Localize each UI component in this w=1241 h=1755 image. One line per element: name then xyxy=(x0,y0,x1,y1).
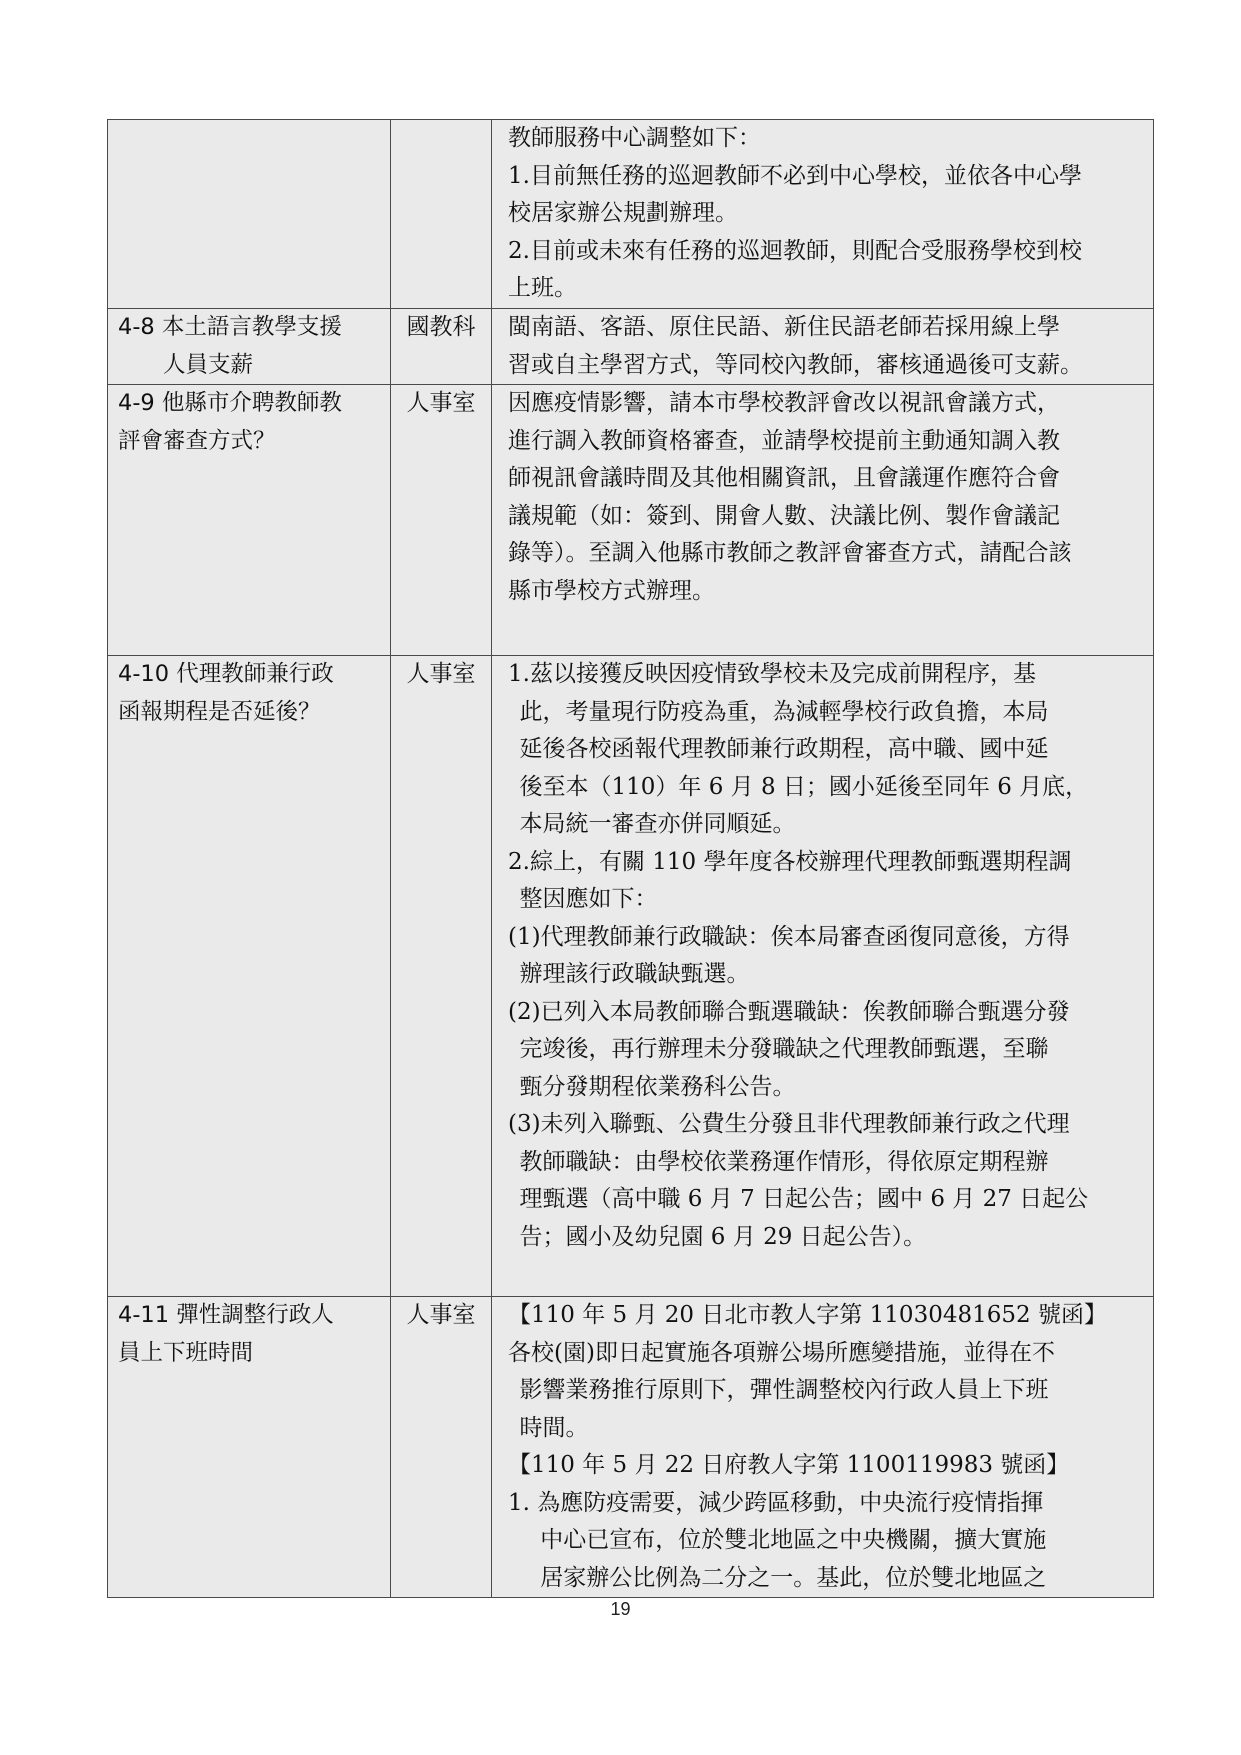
content-cell xyxy=(492,309,1154,385)
unit-cell: 人事室 xyxy=(391,1297,492,1598)
content-line: 議規範（如：簽到、開會人數、決議比例、製作會議記 xyxy=(508,502,1060,529)
table-row xyxy=(108,385,1154,656)
content-line: 【110 年 5 月 20 日北市教人字第 11030481652 號函】 xyxy=(508,1302,1107,1328)
content-line: 甄分發期程依業務科公告。 xyxy=(519,1073,796,1100)
topic-cell xyxy=(108,385,391,656)
content-line: (3)未列入聯甄、公費生分發且非代理教師兼行政之代理 xyxy=(508,1111,1070,1137)
content-line: 告；國小及幼兒園 6 月 29 日起公告）。 xyxy=(519,1223,927,1250)
topic-cell xyxy=(108,120,391,309)
table-row xyxy=(108,120,1154,309)
content-cell xyxy=(492,1297,1154,1598)
content-line: 閩南語、客語、原住民語、新住民語老師若採用線上學 xyxy=(508,314,1060,340)
content-line: 影響業務推行原則下，彈性調整校內行政人員上下班 xyxy=(519,1377,1049,1403)
content-line: 本局統一審查亦併同順延。 xyxy=(519,811,796,837)
content-line: 居家辦公比例為二分之一。基此，位於雙北地區之 xyxy=(540,1564,1047,1591)
content-line: 上班。 xyxy=(508,275,577,301)
content-line: 1.目前無任務的巡迴教師不必到中心學校，並依各中心學 xyxy=(508,162,1082,189)
content-line: (2)已列入本局教師聯合甄選職缺：俟教師聯合甄選分發 xyxy=(508,998,1070,1025)
content-cell xyxy=(492,385,1154,656)
content-line: 時間。 xyxy=(519,1414,589,1441)
content-cell xyxy=(492,120,1154,309)
faq-table xyxy=(107,119,1154,1598)
content-line: 校居家辦公規劃辦理。 xyxy=(508,200,738,226)
content-line: 習或自主學習方式，等同校內教師，審核通過後可支薪。 xyxy=(508,351,1083,378)
content-line: 進行調入教師資格審查，並請學校提前主動通知調入教 xyxy=(508,427,1060,454)
content-line: 1. 為應防疫需要，減少跨區移動，中央流行疫情指揮 xyxy=(508,1489,1044,1516)
content-line: 整因應如下： xyxy=(519,886,658,912)
topic-title: 4-8 本土語言教學支援 xyxy=(118,314,342,340)
unit-cell: 國教科 xyxy=(391,309,492,385)
unit-cell: 人事室 xyxy=(391,385,492,656)
topic-cell xyxy=(108,1297,391,1598)
content-line: 中心已宣布，位於雙北地區之中央機關，擴大實施 xyxy=(540,1527,1047,1553)
table-row xyxy=(108,656,1154,1297)
topic-cell xyxy=(108,656,391,1297)
topic-title: 員上下班時間 xyxy=(118,1339,254,1366)
content-cell xyxy=(492,656,1154,1297)
unit-cell: 人事室 xyxy=(391,656,492,1297)
content-line: 2.綜上，有關 110 學年度各校辦理代理教師甄選期程調 xyxy=(508,848,1072,875)
topic-title: 4-11 彈性調整行政人 xyxy=(118,1302,334,1328)
content-line: 1.茲以接獲反映因疫情致學校未及完成前開程序，基 xyxy=(508,661,1036,687)
content-line: 完竣後，再行辦理未分發職缺之代理教師甄選，至聯 xyxy=(519,1036,1049,1062)
topic-title: 人員支薪 xyxy=(163,351,254,378)
content-line: (1)代理教師兼行政職缺：俟本局審查函復同意後，方得 xyxy=(508,923,1070,950)
unit-cell xyxy=(391,120,492,309)
content-line: 縣市學校方式辦理。 xyxy=(508,577,715,604)
content-line: 【110 年 5 月 22 日府教人字第 1100119983 號函】 xyxy=(508,1452,1070,1478)
content-line: 理甄選（高中職 6 月 7 日起公告；國中 6 月 27 日起公 xyxy=(519,1186,1089,1212)
table-row xyxy=(108,1297,1154,1598)
topic-title: 函報期程是否延後？ xyxy=(118,698,321,725)
table-row xyxy=(108,309,1154,385)
content-line: 辦理該行政職缺甄選。 xyxy=(519,961,750,987)
content-line: 因應疫情影響，請本市學校教評會改以視訊會議方式， xyxy=(508,390,1060,416)
content-line: 此，考量現行防疫為重，為減輕學校行政負擔，本局 xyxy=(519,698,1049,725)
content-line: 延後各校函報代理教師兼行政期程，高中職、國中延 xyxy=(519,736,1049,762)
content-line: 錄等）。至調入他縣市教師之教評會審查方式，請配合該 xyxy=(508,540,1072,566)
page-number: 19 xyxy=(610,1599,631,1619)
content-line: 教師服務中心調整如下： xyxy=(508,125,761,151)
content-line: 後至本（110）年 6 月 8 日；國小延後至同年 6 月底， xyxy=(519,773,1089,800)
content-line: 各校(園)即日起實施各項辦公場所應變措施，並得在不 xyxy=(508,1339,1055,1366)
topic-title: 4-10 代理教師兼行政 xyxy=(118,661,334,687)
topic-title: 4-9 他縣市介聘教師教 xyxy=(118,390,342,416)
topic-title: 評會審查方式？ xyxy=(118,427,276,454)
content-line: 師視訊會議時間及其他相關資訊，且會議運作應符合會 xyxy=(508,465,1060,491)
topic-cell xyxy=(108,309,391,385)
content-line: 教師職缺：由學校依業務運作情形，得依原定期程辦 xyxy=(519,1148,1049,1175)
content-line: 2.目前或未來有任務的巡迴教師，則配合受服務學校到校 xyxy=(508,237,1082,264)
